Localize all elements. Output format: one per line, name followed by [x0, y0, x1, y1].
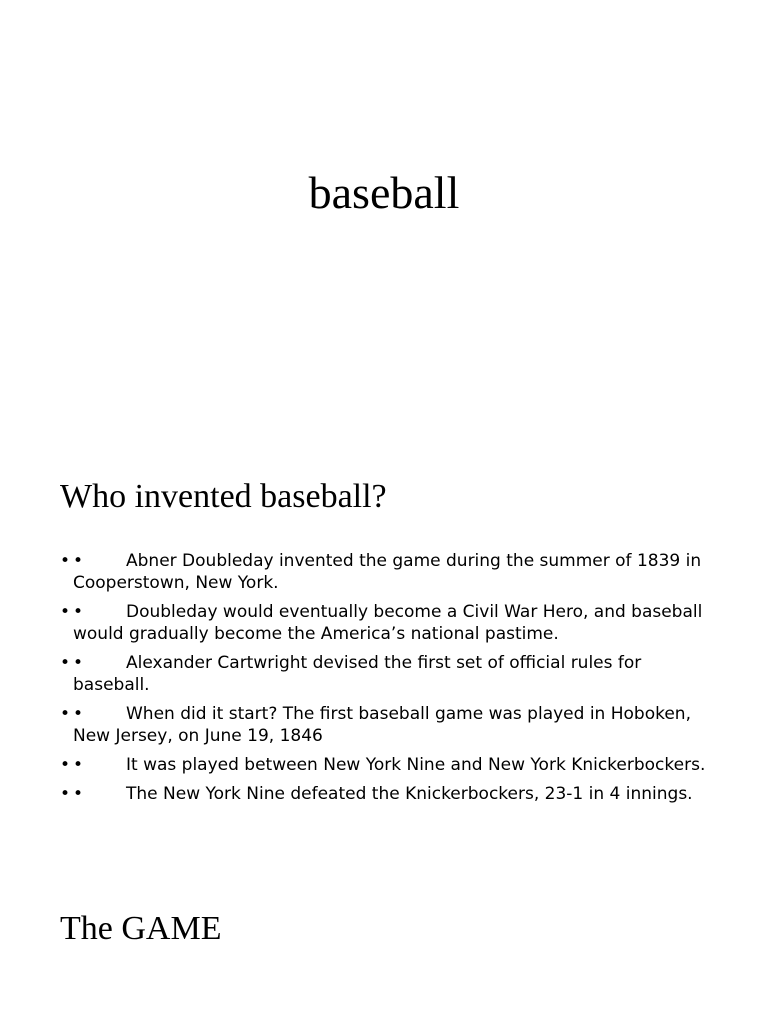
list-item-text: Alexander Cartwright devised the first set of official rules for baseball.: [73, 653, 642, 695]
list-item: [60, 754, 720, 776]
list-item: [60, 703, 720, 747]
bullet-marker: •: [60, 755, 71, 775]
list-item-text: The New York Nine defeated the Knickerbockers, 23-1 in 4 innings.: [126, 784, 693, 804]
bullet-marker: •: [60, 704, 71, 724]
list-item: [60, 550, 720, 594]
bullet-marker: •: [60, 784, 71, 804]
list-item-text: It was played between New York Nine and New York Knickerbockers.: [126, 755, 706, 775]
list-item: [60, 601, 720, 645]
bullet-list: [60, 550, 720, 812]
bullet-marker: •: [73, 704, 84, 724]
bullet-marker: •: [60, 602, 71, 622]
list-item-text: Doubleday would eventually become a Civil War Hero, and baseball would gradually become the America’s national pastime.: [73, 602, 703, 644]
list-item: [60, 783, 720, 805]
bullet-marker: •: [73, 653, 84, 673]
bullet-marker: •: [73, 551, 84, 571]
bullet-marker: •: [73, 602, 84, 622]
list-item-text: When did it start? The first baseball game was played in Hoboken, New Jersey, on June 19, 1846: [73, 704, 691, 746]
bullet-marker: •: [60, 653, 71, 673]
slide-title: baseball: [308, 167, 460, 218]
bullet-marker: •: [73, 784, 84, 804]
section-heading-who-invented: Who invented baseball?: [60, 478, 387, 515]
list-item-text: Abner Doubleday invented the game during the summer of 1839 in Cooperstown, New York.: [73, 551, 702, 593]
list-item: [60, 652, 720, 696]
bullet-marker: •: [60, 551, 71, 571]
section-heading-the-game: The GAME: [60, 910, 222, 947]
bullet-marker: •: [73, 755, 84, 775]
